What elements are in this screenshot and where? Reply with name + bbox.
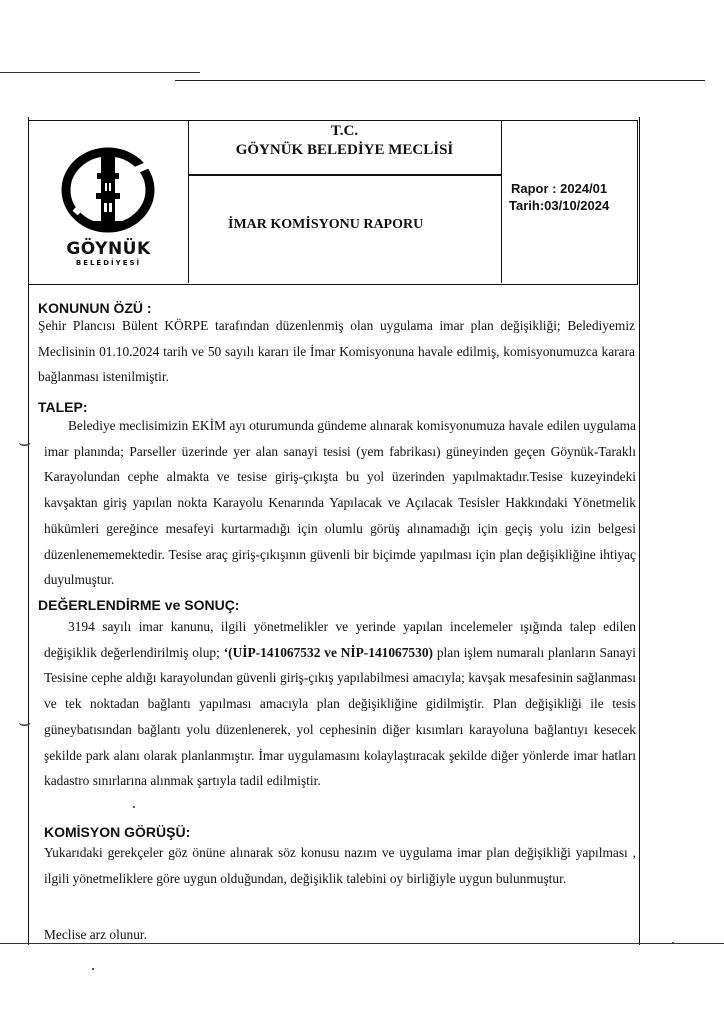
scan-artifact-line [175,80,705,81]
section-text-gorus: Yukarıdaki gerekçeler göz önüne alınarak söz konusu nazım ve uygulama imar plan değişikliği yapılması , ilgili yönetmeliklere göre uygun olduğundan, değişiklik talebini oy birliğiyle uygun bulunmuştur. [44,845,636,886]
section-text-konu: Şehir Plancısı Bülent KÖRPE tarafından düzenlenmiş olan uygulama imar plan değişikliği; Belediyemiz Meclisinin 01.10.2024 tarih ve 50 sayılı kararı ile İmar Komisyonuna havale edilmiş, komisyonumuzca karara bağlanması istenilmiştir. [38,318,635,385]
section-text-degerlendirme [44,614,636,794]
institution-title: GÖYNÜK BELEDİYE MECLİSİ [235,142,454,158]
closing-line: Meclise arz olunur. [44,927,147,942]
section-heading-talep: TALEP: [38,399,88,415]
section-heading-gorus: KOMİSYON GÖRÜŞÜ: [44,824,191,840]
scan-dot [133,806,135,808]
scan-artifact-line [0,943,724,944]
scan-dot [92,968,94,970]
section-heading-konu: KONUNUN ÖZÜ : [38,300,152,316]
country-label: T.C. [330,123,359,139]
logo-cell [29,121,189,283]
title-cell [188,121,502,283]
degerlendirme-text-a: 3194 sayılı imar kanunu, ilgili yönetmelikler ve yerinde yapılan incelemeler ışığında talep edilen değişiklik değerlendirilmiş olup; [44,619,636,660]
scan-artifact-line [0,72,200,73]
report-info-cell [501,121,637,283]
degerlendirme-text-b: plan işlem numaralı planların Sanayi Tesisine cephe aldığı karayolundan güvenli giriş-çıkış yapılabilmesi amacıyla; kavşak mesafesinin sağlanması ve tek noktadan bağlantı yapılması amacıyla plan değişikliğine gidilmiştir. Plan değişikliği ile tesis güneybatısından bağlantı yolu düzenlenerek, yol cephesinin diğer kısımları karayoluna bağlantıyı kesecek şekilde park alanı olarak planlanmıştır. İmar uygulamasını kolaylaştıracak şekilde diğer yönlerde imar hatları kadastro sınırlarına alınmak şartıyla tadil edilmiştir. [44,644,636,789]
plan-numbers: ‘(UİP-141067532 ve NİP-141067530) [223,644,433,660]
divider [188,174,501,176]
punch-hole-mark-icon: ⌣ [18,432,32,454]
report-title: İMAR KOMİSYONU RAPORU [228,217,424,232]
section-text-talep: Belediye meclisimizin EKİM ayı oturumunda gündeme alınarak komisyonumuza havale edilen uygulama imar planında; Parseller üzerinde yer alan sanayi tesisi (yem fabrikası) güneyinden geçen Göynük-Taraklı Karayolundan cephe almakta ve tesise giriş-çıkışta bu yol üzerinden yapılmaktadır.Tesise kuzeyindeki kavşaktan giriş yapılan nokta Karayolu Kenarında Yapılacak ve Açılacak Tesisler Hakkındaki Yönetmelik hükümleri gereğince mesafeyi kurtarmadığı için olumlu görüş alınamadığı için geçiş yolu izin belgesi düzenlenememektedir. Tesise araç giriş-çıkışının güvenli bir biçimde yapılması için plan değişikliğine ihtiyaç duyulmuştur. [44,418,636,588]
logo-subtitle: BELEDİYESİ [75,259,142,267]
punch-hole-mark-icon: ⌣ [18,712,32,734]
report-date: Tarih:03/10/2024 [509,198,610,213]
municipality-logo-icon [53,143,163,238]
section-heading-degerlendirme: DEĞERLENDİRME ve SONUÇ: [38,597,240,613]
logo-name: GÖYNÜK [66,239,151,259]
header-table [28,120,638,285]
report-number: Rapor : 2024/01 [511,181,608,196]
